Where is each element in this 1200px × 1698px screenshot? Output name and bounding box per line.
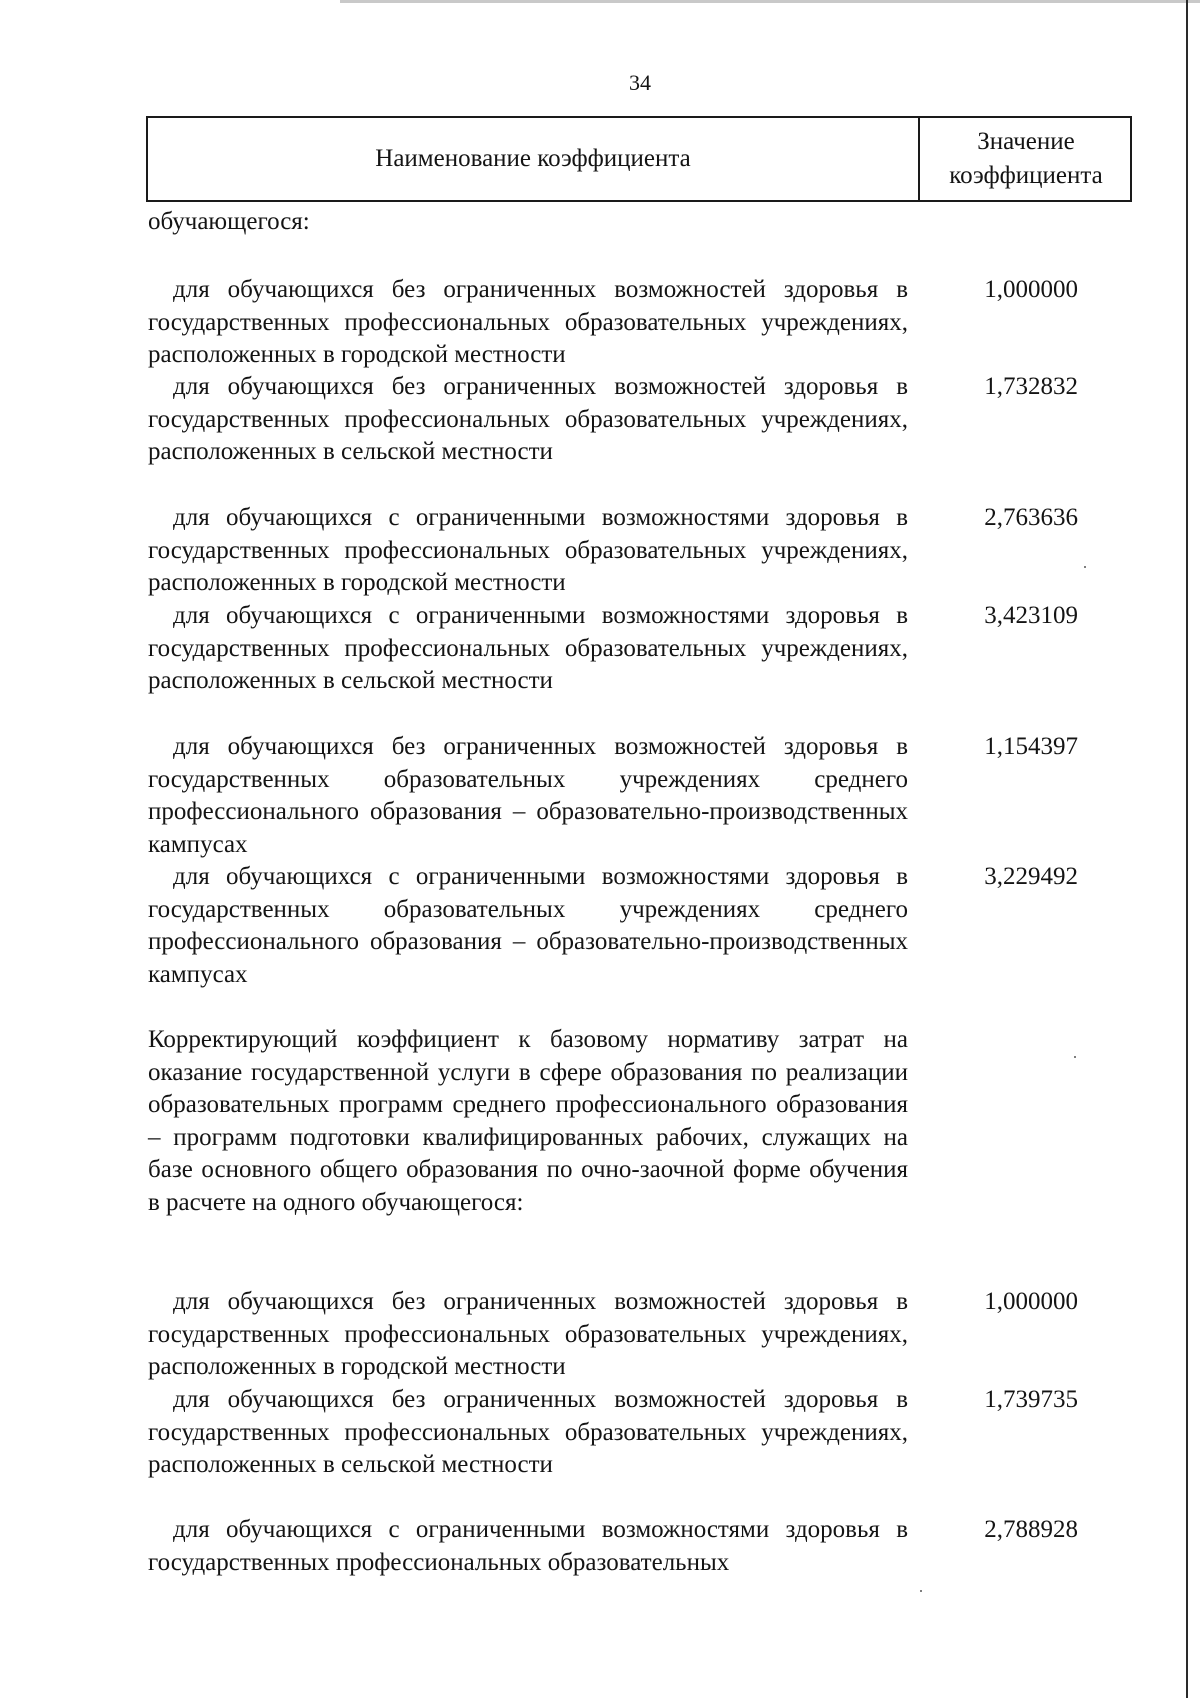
- section-heading: Корректирующий коэффициент к базовому нормативу затрат на оказание государственной услуги в сфере образования по реализации образовательных программ среднего профессионального образования – программ подготовки квалифицированных рабочих, служащих на базе основного общего образования по очно-заочной форме обучения в расчете на одного обучающегося:: [148, 1026, 908, 1216]
- scan-speck: [920, 1590, 922, 1592]
- scan-edge-top: [340, 0, 1200, 3]
- header-value-label: Значение коэффициента: [949, 128, 1103, 189]
- page-number: 34: [629, 70, 651, 95]
- coef-row-value: 3,423109: [984, 602, 1078, 629]
- scan-speck: [1084, 566, 1086, 568]
- coef-row-text: для обучающихся с ограниченными возможностями здоровья в государственных профессиональных образовательных учреждениях, расположенных в сельской местности: [148, 602, 908, 694]
- coef-row-text: для обучающихся без ограниченных возможностей здоровья в государственных образовательных учреждениях среднего профессионального образования – образовательно-производственных кампусах: [148, 733, 908, 858]
- coef-row-text: для обучающихся без ограниченных возможностей здоровья в государственных профессиональных образовательных учреждениях, расположенных в городской местности: [148, 1288, 908, 1380]
- coef-row-text: для обучающихся с ограниченными возможностями здоровья в государственных образовательных учреждениях среднего профессионального образования – образовательно-производственных кампусах: [148, 863, 908, 988]
- header-value-column: [918, 118, 1132, 200]
- table-header: [146, 116, 1132, 202]
- coef-row-text: для обучающихся без ограниченных возможностей здоровья в государственных профессиональных образовательных учреждениях, расположенных в сельской местности: [148, 1386, 908, 1478]
- coef-row-value: 1,000000: [984, 276, 1078, 303]
- header-name-column: Наименование коэффициента: [375, 145, 691, 172]
- coef-row-value: 3,229492: [984, 863, 1078, 890]
- coef-row-text: для обучающихся без ограниченных возможностей здоровья в государственных профессиональных образовательных учреждениях, расположенных в городской местности: [148, 276, 908, 368]
- coef-row-value: 2,763636: [984, 504, 1078, 531]
- coef-row-value: 1,739735: [984, 1386, 1078, 1413]
- scan-edge-right: [1186, 0, 1188, 1698]
- coef-row-value: 1,000000: [984, 1288, 1078, 1315]
- coef-row-value: 2,788928: [984, 1516, 1078, 1543]
- coef-row-text: для обучающихся без ограниченных возможностей здоровья в государственных профессиональных образовательных учреждениях, расположенных в сельской местности: [148, 373, 908, 465]
- continued-text: обучающегося:: [148, 208, 310, 235]
- coef-row-value: 1,732832: [984, 373, 1078, 400]
- coef-row-text: для обучающихся с ограниченными возможностями здоровья в государственных профессиональных образовательных: [148, 1516, 908, 1576]
- scan-speck: [1074, 1056, 1076, 1058]
- coef-row-text: для обучающихся с ограниченными возможностями здоровья в государственных профессиональных образовательных учреждениях, расположенных в городской местности: [148, 504, 908, 596]
- coef-row-value: 1,154397: [984, 733, 1078, 760]
- table-rule: [146, 200, 916, 202]
